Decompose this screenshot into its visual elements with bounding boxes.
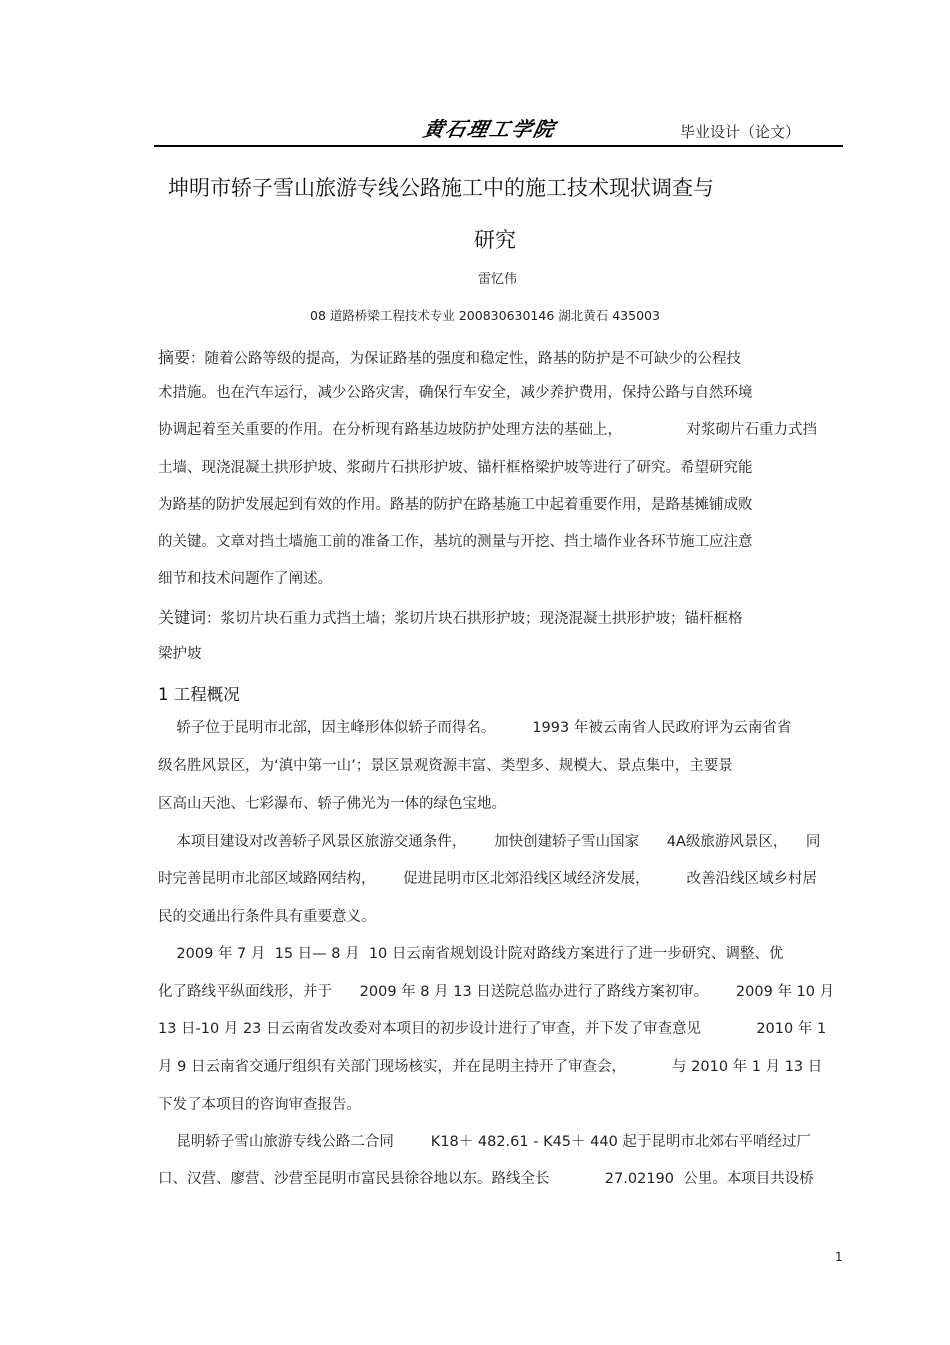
- keywords-text: ：浆切片块石重力式挡土墙；浆切片块石拱形护坡；现浇混凝土拱形护坡；锚杆框格: [206, 611, 743, 627]
- body-line: 区高山天池、七彩瀑布、轿子佛光为一体的绿色宝地。: [158, 796, 506, 812]
- school-logo: 黄石理工学院: [421, 117, 559, 141]
- body-line: 下发了本项目的咨询审查报告。: [158, 1097, 361, 1113]
- abstract-label: 摘要: [158, 348, 191, 367]
- body-line: 昆明轿子雪山旅游专线公路二合同 K18＋ 482.61 - K45＋ 440 起于昆明市北郊右平哨经过厂: [158, 1134, 811, 1150]
- abstract-line: [158, 345, 741, 368]
- body-line: 本项目建设对改善轿子风景区旅游交通条件， 加快创建轿子雪山国家 4A级旅游风景区， 同: [158, 834, 821, 850]
- body-line: 级名胜风景区，为‘滇中第一山’；景区景观资源丰富、类型多、规模大、景点集中，主要景: [158, 758, 733, 774]
- abstract-line: 协调起着至关重要的作用。在分析现有路基边坡防护处理方法的基础上， 对浆砌片石重力式挡: [158, 422, 818, 438]
- section-heading: 1 工程概况: [158, 685, 240, 704]
- body-line: 口、汉营、廖营、沙营至昆明市富民县徐谷地以东。路线全长 27.02190 公里。本项目共设桥: [158, 1171, 814, 1187]
- abstract-line: 术措施。也在汽车运行，减少公路灾害，确保行车安全，减少养护费用，保持公路与自然环境: [158, 385, 753, 401]
- header-doc-type: 毕业设计（论文）: [680, 123, 801, 141]
- keywords-line: [158, 605, 743, 628]
- keywords-line: 梁护坡: [158, 646, 202, 662]
- abstract-line: 细节和技术问题作了阐述。: [158, 571, 332, 587]
- abstract-line: 为路基的防护发展起到有效的作用。路基的防护在路基施工中起着重要作用，是路基摊铺成败: [158, 497, 753, 513]
- author-name: 雷忆伟: [478, 272, 518, 287]
- title-line-1: 坤明市轿子雪山旅游专线公路施工中的施工技术现状调查与: [168, 176, 714, 200]
- title-line-2: 研究: [474, 228, 516, 252]
- body-line: 轿子位于昆明市北部，因主峰形体似轿子而得名。 1993 年被云南省人民政府评为云南省省: [158, 720, 792, 736]
- author-affiliation: 08 道路桥梁工程技术专业 200830630146 湖北黄石 435003: [310, 308, 660, 323]
- page-number: 1: [835, 1250, 843, 1264]
- header-rule: [154, 145, 843, 147]
- body-line: 时完善昆明市北部区域路网结构， 促进昆明市区北郊沿线区域经济发展， 改善沿线区域乡村居: [158, 871, 818, 887]
- body-line: 民的交通出行条件具有重要意义。: [158, 909, 376, 925]
- keywords-label: 关键词: [158, 608, 207, 627]
- body-line: 月 9 日云南省交通厅组织有关部门现场核实，并在昆明主持开了审查会， 与 2010 年 1 月 13 日: [158, 1059, 823, 1075]
- abstract-line: 土墙、现浇混凝土拱形护坡、浆砌片石拱形护坡、锚杆框格梁护坡等进行了研究。希望研究能: [158, 460, 753, 476]
- abstract-text: ：随着公路等级的提高，为保证路基的强度和稳定性，路基的防护是不可缺少的公程技: [190, 351, 742, 367]
- body-line: 2009 年 7 月 15 日— 8 月 10 日云南省规划设计院对路线方案进行了进一步研究、调整、优: [158, 946, 784, 962]
- body-line: 化了路线平纵面线形，并于 2009 年 8 月 13 日送院总监办进行了路线方案初审。 2009 年 10 月: [158, 984, 835, 1000]
- body-line: 13 日-10 月 23 日云南省发改委对本项目的初步设计进行了审查，并下发了审查意见 2010 年 1: [158, 1021, 827, 1037]
- abstract-line: 的关键。文章对挡土墙施工前的准备工作，基坑的测量与开挖、挡土墙作业各环节施工应注意: [158, 534, 753, 550]
